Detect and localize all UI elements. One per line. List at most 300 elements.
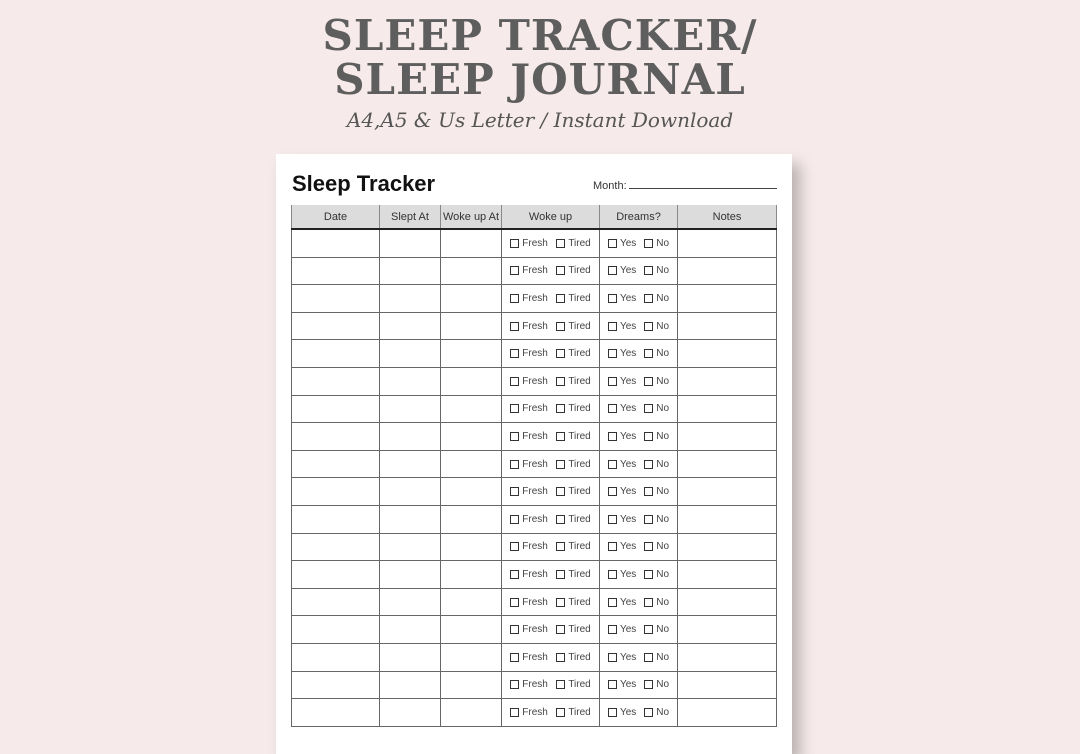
date-cell[interactable] xyxy=(292,561,380,589)
woke-option-label: Fresh xyxy=(522,513,548,525)
date-cell[interactable] xyxy=(292,395,380,423)
dreams-option-label: Yes xyxy=(619,458,637,470)
checkbox-icon[interactable] xyxy=(556,266,565,275)
hero-title xyxy=(0,11,1080,104)
dreams-option-no[interactable] xyxy=(644,376,669,387)
date-cell[interactable] xyxy=(292,312,380,340)
dreams-option-no[interactable] xyxy=(644,624,669,635)
checkbox-icon[interactable] xyxy=(644,625,653,634)
dreams-option-label: Yes xyxy=(619,430,637,442)
woke-option-fresh[interactable] xyxy=(510,238,548,249)
dreams-cell xyxy=(600,643,678,671)
woke-option-tired[interactable] xyxy=(556,238,590,249)
woke-option-label: Tired xyxy=(568,265,591,277)
dreams-option-no[interactable] xyxy=(644,597,669,608)
date-cell[interactable] xyxy=(292,285,380,313)
dreams-cell xyxy=(600,395,678,423)
dreams-option-label: Yes xyxy=(619,320,637,332)
checkbox-icon[interactable] xyxy=(556,515,565,524)
checkbox-icon[interactable] xyxy=(644,266,653,275)
dreams-option-label: Yes xyxy=(619,651,637,663)
dreams-option-label: Yes xyxy=(619,624,637,636)
slept-at-cell[interactable] xyxy=(380,699,441,727)
date-cell[interactable] xyxy=(292,257,380,285)
woke-up-at-cell[interactable] xyxy=(441,367,502,395)
woke-up-at-cell[interactable] xyxy=(441,616,502,644)
dreams-option-no[interactable] xyxy=(644,514,669,525)
checkbox-icon[interactable] xyxy=(608,349,617,358)
woke-option-tired[interactable] xyxy=(556,265,590,276)
dreams-option-yes[interactable] xyxy=(608,431,636,442)
notes-cell[interactable] xyxy=(678,671,777,699)
woke-option-tired[interactable] xyxy=(556,459,590,470)
woke-option-label: Fresh xyxy=(522,292,548,304)
checkbox-icon[interactable] xyxy=(510,404,519,413)
woke-option-label: Fresh xyxy=(522,624,548,636)
checkbox-icon[interactable] xyxy=(644,487,653,496)
checkbox-icon[interactable] xyxy=(608,515,617,524)
checkbox-icon[interactable] xyxy=(556,294,565,303)
dreams-option-no[interactable] xyxy=(644,459,669,470)
notes-cell[interactable] xyxy=(678,699,777,727)
dreams-option-yes[interactable] xyxy=(608,541,636,552)
checkbox-icon[interactable] xyxy=(608,404,617,413)
woke-up-at-cell[interactable] xyxy=(441,561,502,589)
slept-at-cell[interactable] xyxy=(380,643,441,671)
date-cell[interactable] xyxy=(292,505,380,533)
woke-option-label: Fresh xyxy=(522,679,548,691)
woke-up-at-cell[interactable] xyxy=(441,478,502,506)
month-label: Month: xyxy=(593,180,627,192)
woke-option-tired[interactable] xyxy=(556,486,590,497)
col-header-date: Date xyxy=(292,205,380,229)
slept-at-cell[interactable] xyxy=(380,588,441,616)
woke-option-tired[interactable] xyxy=(556,514,590,525)
notes-cell[interactable] xyxy=(678,285,777,313)
woke-option-label: Tired xyxy=(568,458,591,470)
date-cell[interactable] xyxy=(292,450,380,478)
woke-option-fresh[interactable] xyxy=(510,321,548,332)
dreams-option-label: No xyxy=(656,265,670,277)
slept-at-cell[interactable] xyxy=(380,616,441,644)
checkbox-icon[interactable] xyxy=(608,542,617,551)
woke-up-at-cell[interactable] xyxy=(441,423,502,451)
checkbox-icon[interactable] xyxy=(556,680,565,689)
checkbox-icon[interactable] xyxy=(510,239,519,248)
woke-option-fresh[interactable] xyxy=(510,459,548,470)
checkbox-icon[interactable] xyxy=(644,708,653,717)
woke-up-at-cell[interactable] xyxy=(441,588,502,616)
woke-option-label: Fresh xyxy=(522,403,548,415)
checkbox-icon[interactable] xyxy=(644,432,653,441)
checkbox-icon[interactable] xyxy=(510,377,519,386)
checkbox-icon[interactable] xyxy=(510,653,519,662)
slept-at-cell[interactable] xyxy=(380,257,441,285)
woke-option-label: Fresh xyxy=(522,375,548,387)
dreams-option-no[interactable] xyxy=(644,486,669,497)
dreams-option-yes[interactable] xyxy=(608,265,636,276)
dreams-option-label: Yes xyxy=(619,486,637,498)
woke-up-at-cell[interactable] xyxy=(441,312,502,340)
checkbox-icon[interactable] xyxy=(510,570,519,579)
dreams-option-yes[interactable] xyxy=(608,238,636,249)
dreams-option-label: No xyxy=(656,651,670,663)
dreams-option-label: No xyxy=(656,624,670,636)
checkbox-icon[interactable] xyxy=(608,625,617,634)
woke-up-at-cell[interactable] xyxy=(441,643,502,671)
notes-cell[interactable] xyxy=(678,478,777,506)
dreams-option-yes[interactable] xyxy=(608,321,636,332)
slept-at-cell[interactable] xyxy=(380,395,441,423)
woke-up-cell xyxy=(502,257,600,285)
dreams-option-no[interactable] xyxy=(644,321,669,332)
slept-at-cell[interactable] xyxy=(380,285,441,313)
slept-at-cell[interactable] xyxy=(380,533,441,561)
dreams-option-yes[interactable] xyxy=(608,459,636,470)
woke-option-tired[interactable] xyxy=(556,376,590,387)
slept-at-cell[interactable] xyxy=(380,229,441,257)
checkbox-icon[interactable] xyxy=(510,487,519,496)
checkbox-icon[interactable] xyxy=(644,598,653,607)
checkbox-icon[interactable] xyxy=(644,404,653,413)
checkbox-icon[interactable] xyxy=(556,404,565,413)
woke-option-fresh[interactable] xyxy=(510,541,548,552)
woke-up-at-cell[interactable] xyxy=(441,450,502,478)
table-row xyxy=(292,285,777,313)
date-cell[interactable] xyxy=(292,671,380,699)
checkbox-icon[interactable] xyxy=(510,349,519,358)
table-row xyxy=(292,340,777,368)
woke-up-cell xyxy=(502,505,600,533)
woke-option-label: Fresh xyxy=(522,706,548,718)
notes-cell[interactable] xyxy=(678,616,777,644)
notes-cell[interactable] xyxy=(678,229,777,257)
table-row xyxy=(292,367,777,395)
woke-option-tired[interactable] xyxy=(556,624,590,635)
checkbox-icon[interactable] xyxy=(644,294,653,303)
dreams-option-no[interactable] xyxy=(644,707,669,718)
dreams-option-yes[interactable] xyxy=(608,486,636,497)
checkbox-icon[interactable] xyxy=(556,542,565,551)
checkbox-icon[interactable] xyxy=(510,542,519,551)
checkbox-icon[interactable] xyxy=(608,239,617,248)
slept-at-cell[interactable] xyxy=(380,423,441,451)
slept-at-cell[interactable] xyxy=(380,671,441,699)
woke-up-cell xyxy=(502,285,600,313)
dreams-option-no[interactable] xyxy=(644,652,669,663)
dreams-option-no[interactable] xyxy=(644,431,669,442)
woke-option-tired[interactable] xyxy=(556,293,590,304)
checkbox-icon[interactable] xyxy=(556,239,565,248)
woke-option-tired[interactable] xyxy=(556,679,590,690)
notes-cell[interactable] xyxy=(678,312,777,340)
woke-up-at-cell[interactable] xyxy=(441,533,502,561)
dreams-option-label: Yes xyxy=(619,375,637,387)
woke-option-fresh[interactable] xyxy=(510,265,548,276)
dreams-option-label: Yes xyxy=(619,568,637,580)
dreams-option-yes[interactable] xyxy=(608,348,636,359)
woke-option-label: Fresh xyxy=(522,486,548,498)
dreams-option-label: Yes xyxy=(619,513,637,525)
checkbox-icon[interactable] xyxy=(644,460,653,469)
dreams-option-yes[interactable] xyxy=(608,624,636,635)
checkbox-icon[interactable] xyxy=(510,598,519,607)
dreams-option-label: No xyxy=(656,568,670,580)
checkbox-icon[interactable] xyxy=(644,349,653,358)
notes-cell[interactable] xyxy=(678,643,777,671)
woke-up-cell xyxy=(502,229,600,257)
woke-option-label: Tired xyxy=(568,596,591,608)
checkbox-icon[interactable] xyxy=(644,570,653,579)
woke-option-fresh[interactable] xyxy=(510,707,548,718)
dreams-option-no[interactable] xyxy=(644,403,669,414)
woke-option-fresh[interactable] xyxy=(510,376,548,387)
woke-option-tired[interactable] xyxy=(556,348,590,359)
dreams-option-no[interactable] xyxy=(644,348,669,359)
notes-cell[interactable] xyxy=(678,367,777,395)
slept-at-cell[interactable] xyxy=(380,312,441,340)
checkbox-icon[interactable] xyxy=(556,377,565,386)
notes-cell[interactable] xyxy=(678,395,777,423)
date-cell[interactable] xyxy=(292,340,380,368)
hero-subtitle: A4,A5 & Us Letter / Instant Download xyxy=(346,108,734,132)
date-cell[interactable] xyxy=(292,533,380,561)
slept-at-cell[interactable] xyxy=(380,561,441,589)
checkbox-icon[interactable] xyxy=(510,460,519,469)
checkbox-icon[interactable] xyxy=(556,432,565,441)
dreams-option-label: No xyxy=(656,348,670,360)
woke-option-fresh[interactable] xyxy=(510,569,548,580)
dreams-option-no[interactable] xyxy=(644,238,669,249)
table-row xyxy=(292,312,777,340)
dreams-cell xyxy=(600,257,678,285)
checkbox-icon[interactable] xyxy=(644,680,653,689)
notes-cell[interactable] xyxy=(678,450,777,478)
checkbox-icon[interactable] xyxy=(608,294,617,303)
dreams-cell xyxy=(600,450,678,478)
tracker-table xyxy=(291,205,777,727)
woke-option-tired[interactable] xyxy=(556,652,590,663)
woke-up-cell xyxy=(502,643,600,671)
table-row xyxy=(292,699,777,727)
checkbox-icon[interactable] xyxy=(608,487,617,496)
woke-up-at-cell[interactable] xyxy=(441,285,502,313)
checkbox-icon[interactable] xyxy=(510,680,519,689)
checkbox-icon[interactable] xyxy=(556,708,565,717)
col-header-dreams: Dreams? xyxy=(600,205,678,229)
woke-option-label: Tired xyxy=(568,292,591,304)
woke-up-cell xyxy=(502,699,600,727)
checkbox-icon[interactable] xyxy=(510,432,519,441)
dreams-option-label: Yes xyxy=(619,265,637,277)
woke-option-tired[interactable] xyxy=(556,569,590,580)
woke-option-tired[interactable] xyxy=(556,541,590,552)
slept-at-cell[interactable] xyxy=(380,450,441,478)
table-row xyxy=(292,588,777,616)
dreams-option-yes[interactable] xyxy=(608,679,636,690)
dreams-cell xyxy=(600,423,678,451)
checkbox-icon[interactable] xyxy=(608,680,617,689)
checkbox-icon[interactable] xyxy=(510,322,519,331)
checkbox-icon[interactable] xyxy=(608,377,617,386)
woke-option-tired[interactable] xyxy=(556,403,590,414)
dreams-cell xyxy=(600,533,678,561)
checkbox-icon[interactable] xyxy=(644,653,653,662)
table-row xyxy=(292,643,777,671)
woke-option-fresh[interactable] xyxy=(510,597,548,608)
date-cell[interactable] xyxy=(292,643,380,671)
woke-up-at-cell[interactable] xyxy=(441,229,502,257)
slept-at-cell[interactable] xyxy=(380,340,441,368)
checkbox-icon[interactable] xyxy=(608,570,617,579)
woke-option-label: Tired xyxy=(568,486,591,498)
woke-option-label: Fresh xyxy=(522,430,548,442)
dreams-option-label: No xyxy=(656,706,670,718)
dreams-cell xyxy=(600,229,678,257)
woke-option-label: Fresh xyxy=(522,237,548,249)
woke-up-at-cell[interactable] xyxy=(441,671,502,699)
checkbox-icon[interactable] xyxy=(556,598,565,607)
woke-up-at-cell[interactable] xyxy=(441,505,502,533)
checkbox-icon[interactable] xyxy=(644,515,653,524)
notes-cell[interactable] xyxy=(678,588,777,616)
woke-option-tired[interactable] xyxy=(556,321,590,332)
slept-at-cell[interactable] xyxy=(380,367,441,395)
woke-up-cell xyxy=(502,671,600,699)
woke-up-at-cell[interactable] xyxy=(441,699,502,727)
checkbox-icon[interactable] xyxy=(644,322,653,331)
checkbox-icon[interactable] xyxy=(608,322,617,331)
dreams-option-label: No xyxy=(656,375,670,387)
dreams-option-no[interactable] xyxy=(644,679,669,690)
woke-option-fresh[interactable] xyxy=(510,348,548,359)
dreams-option-label: No xyxy=(656,679,670,691)
table-row xyxy=(292,671,777,699)
dreams-option-yes[interactable] xyxy=(608,514,636,525)
dreams-option-no[interactable] xyxy=(644,293,669,304)
checkbox-icon[interactable] xyxy=(608,653,617,662)
checkbox-icon[interactable] xyxy=(510,708,519,717)
woke-up-at-cell[interactable] xyxy=(441,395,502,423)
checkbox-icon[interactable] xyxy=(644,542,653,551)
checkbox-icon[interactable] xyxy=(556,625,565,634)
dreams-option-label: No xyxy=(656,320,670,332)
table-header-row xyxy=(292,205,777,229)
woke-option-fresh[interactable] xyxy=(510,486,548,497)
woke-option-fresh[interactable] xyxy=(510,514,548,525)
sheet-title: Sleep Tracker xyxy=(292,171,436,196)
dreams-option-label: Yes xyxy=(619,237,637,249)
dreams-option-no[interactable] xyxy=(644,541,669,552)
woke-option-label: Tired xyxy=(568,430,591,442)
date-cell[interactable] xyxy=(292,616,380,644)
woke-up-cell xyxy=(502,450,600,478)
woke-up-at-cell[interactable] xyxy=(441,340,502,368)
notes-cell[interactable] xyxy=(678,423,777,451)
dreams-option-yes[interactable] xyxy=(608,569,636,580)
checkbox-icon[interactable] xyxy=(608,460,617,469)
checkbox-icon[interactable] xyxy=(510,294,519,303)
checkbox-icon[interactable] xyxy=(556,349,565,358)
woke-option-fresh[interactable] xyxy=(510,624,548,635)
dreams-option-yes[interactable] xyxy=(608,293,636,304)
checkbox-icon[interactable] xyxy=(644,239,653,248)
checkbox-icon[interactable] xyxy=(608,708,617,717)
checkbox-icon[interactable] xyxy=(556,487,565,496)
checkbox-icon[interactable] xyxy=(510,625,519,634)
dreams-option-no[interactable] xyxy=(644,265,669,276)
dreams-cell xyxy=(600,367,678,395)
date-cell[interactable] xyxy=(292,699,380,727)
dreams-option-yes[interactable] xyxy=(608,652,636,663)
checkbox-icon[interactable] xyxy=(556,653,565,662)
checkbox-icon[interactable] xyxy=(608,266,617,275)
date-cell[interactable] xyxy=(292,423,380,451)
woke-option-fresh[interactable] xyxy=(510,679,548,690)
table-row xyxy=(292,257,777,285)
dreams-option-label: Yes xyxy=(619,348,637,360)
woke-option-fresh[interactable] xyxy=(510,403,548,414)
woke-option-label: Tired xyxy=(568,320,591,332)
date-cell[interactable] xyxy=(292,588,380,616)
woke-option-fresh[interactable] xyxy=(510,293,548,304)
checkbox-icon[interactable] xyxy=(510,266,519,275)
woke-option-label: Tired xyxy=(568,348,591,360)
table-row xyxy=(292,561,777,589)
checkbox-icon[interactable] xyxy=(608,598,617,607)
dreams-option-yes[interactable] xyxy=(608,403,636,414)
notes-cell[interactable] xyxy=(678,340,777,368)
dreams-option-yes[interactable] xyxy=(608,707,636,718)
checkbox-icon[interactable] xyxy=(556,570,565,579)
checkbox-icon[interactable] xyxy=(608,432,617,441)
table-row xyxy=(292,229,777,257)
slept-at-cell[interactable] xyxy=(380,478,441,506)
checkbox-icon[interactable] xyxy=(556,322,565,331)
checkbox-icon[interactable] xyxy=(644,377,653,386)
table-row xyxy=(292,478,777,506)
checkbox-icon[interactable] xyxy=(510,515,519,524)
slept-at-cell[interactable] xyxy=(380,505,441,533)
woke-option-tired[interactable] xyxy=(556,597,590,608)
date-cell[interactable] xyxy=(292,478,380,506)
woke-option-fresh[interactable] xyxy=(510,652,548,663)
notes-cell[interactable] xyxy=(678,533,777,561)
dreams-option-no[interactable] xyxy=(644,569,669,580)
woke-option-tired[interactable] xyxy=(556,707,590,718)
dreams-option-yes[interactable] xyxy=(608,597,636,608)
dreams-cell xyxy=(600,505,678,533)
month-field-line[interactable] xyxy=(629,188,777,189)
dreams-option-yes[interactable] xyxy=(608,376,636,387)
tracker-sheet xyxy=(276,154,792,754)
woke-option-tired[interactable] xyxy=(556,431,590,442)
woke-up-at-cell[interactable] xyxy=(441,257,502,285)
notes-cell[interactable] xyxy=(678,257,777,285)
date-cell[interactable] xyxy=(292,229,380,257)
date-cell[interactable] xyxy=(292,367,380,395)
checkbox-icon[interactable] xyxy=(556,460,565,469)
dreams-option-label: Yes xyxy=(619,706,637,718)
dreams-option-label: No xyxy=(656,237,670,249)
dreams-cell xyxy=(600,616,678,644)
woke-option-label: Fresh xyxy=(522,541,548,553)
woke-option-fresh[interactable] xyxy=(510,431,548,442)
notes-cell[interactable] xyxy=(678,561,777,589)
woke-option-label: Tired xyxy=(568,706,591,718)
notes-cell[interactable] xyxy=(678,505,777,533)
woke-option-label: Tired xyxy=(568,568,591,580)
